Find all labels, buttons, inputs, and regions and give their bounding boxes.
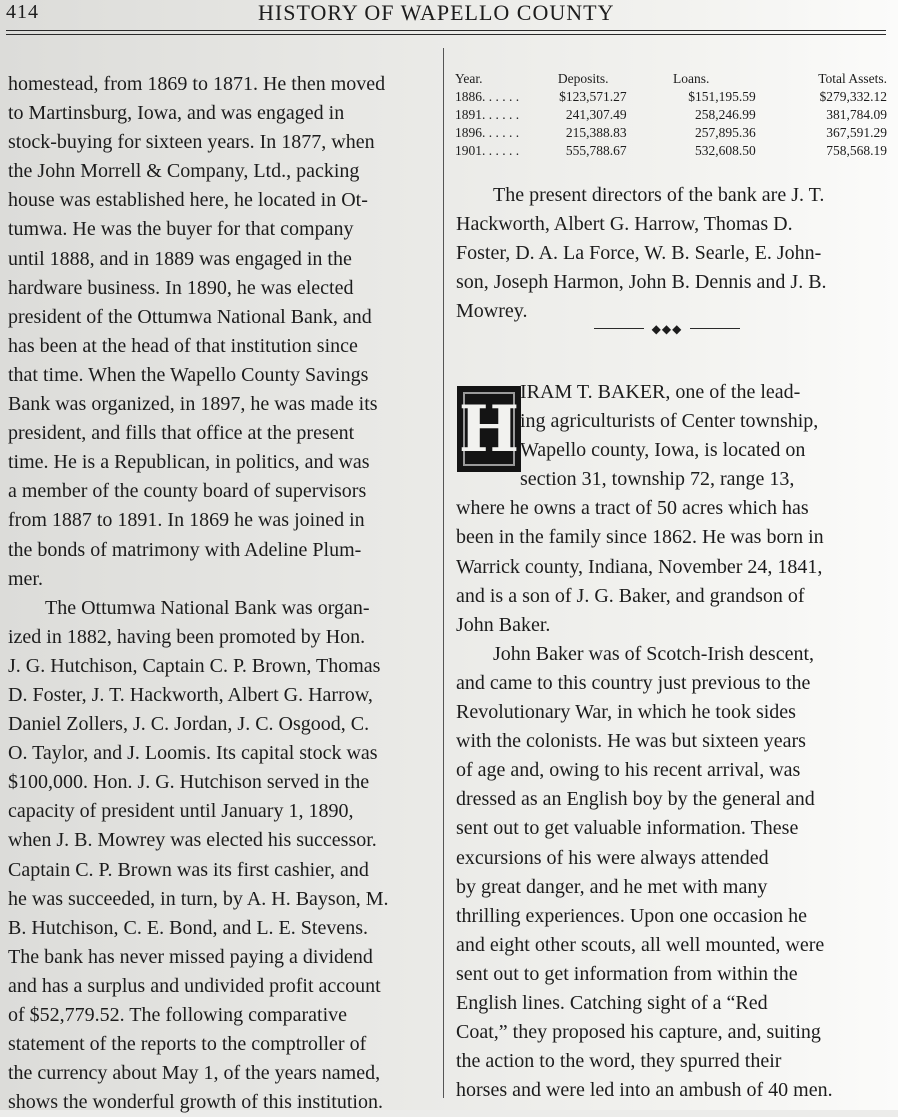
text-line: and came to this country just previous to the (456, 671, 811, 694)
text-line: and has a surplus and undivided profit account (8, 974, 381, 997)
table-row (455, 142, 887, 160)
text-line: Wapello county, Iowa, is located on (520, 439, 806, 462)
text-line: to Martinsburg, Iowa, and was engaged in (8, 102, 345, 125)
column-divider (443, 48, 444, 1098)
text-line: when J. B. Mowrey was elected his successor. (8, 829, 377, 852)
ornament-line (594, 328, 644, 329)
text-line: the action to the word, they spurred their (456, 1050, 782, 1073)
table-cell: 1886. . . . . . (455, 89, 520, 104)
text-line: thrilling experiences. Upon one occasion he (456, 904, 807, 927)
text-line: hardware business. In 1890, he was elected (8, 276, 354, 299)
header-rule (6, 34, 886, 35)
text-line: the bonds of matrimony with Adeline Plum- (8, 538, 362, 561)
table-cell: 1896. . . . . . (455, 125, 520, 140)
text-line: president, and fills that office at the present (8, 422, 355, 445)
text-line: ized in 1882, having been promoted by Hon. (8, 625, 366, 648)
text-line: son, Joseph Harmon, John B. Dennis and J. B. (456, 271, 827, 294)
text-line: stock-buying for sixteen years. In 1877, when (8, 131, 375, 154)
table-row (455, 88, 887, 106)
text-line: mer. (8, 567, 43, 590)
text-line: sent out to get information from within the (456, 962, 798, 985)
text-line: The Ottumwa National Bank was organ- (45, 596, 370, 619)
text-line: has been at the head of that institution since (8, 334, 358, 357)
text-line: section 31, township 72, range 13, (520, 468, 795, 491)
text-line: sent out to get valuable information. These (456, 817, 799, 840)
table-header: Year. (455, 71, 483, 86)
paragraph-john-baker (456, 640, 886, 1106)
text-line: capacity of president until January 1, 1890, (8, 800, 354, 823)
text-line: ing agriculturists of Center township, (520, 410, 819, 433)
text-line: Warrick county, Indiana, November 24, 1841, (456, 555, 823, 578)
text-line: from 1887 to 1891. In 1869 he was joined in (8, 509, 365, 532)
bank-growth-table (455, 70, 887, 160)
text-line: Hackworth, Albert G. Harrow, Thomas D. (456, 213, 793, 236)
table-cell: 555,788.67 (565, 143, 627, 158)
text-line: Bank was organized, in 1897, he was made its (8, 393, 378, 416)
text-line: with the colonists. He was but sixteen years (456, 730, 806, 753)
text-line: John Baker. (456, 613, 551, 636)
text-line: horses and were led into an ambush of 40 men. (456, 1079, 833, 1102)
table-row (455, 124, 887, 142)
table-cell: $279,332.12 (819, 89, 887, 104)
text-line: shows the wonderful growth of this institution. (8, 1091, 383, 1114)
text-line: O. Taylor, and J. Loomis. Its capital stock was (8, 742, 378, 765)
text-line: Captain C. P. Brown was its first cashier, and (8, 858, 369, 881)
text-line: English lines. Catching sight of a “Red (456, 991, 768, 1014)
text-line: Daniel Zollers, J. C. Jordan, J. C. Osgood, C. (8, 713, 370, 736)
text-line: by great danger, and he met with many (456, 875, 768, 898)
table-cell: 758,568.19 (826, 143, 887, 158)
text-line: excursions of his were always attended (456, 846, 769, 869)
ornament-diamonds: ◆◆◆ (651, 322, 683, 336)
text-line: dressed as an English boy by the general and (456, 788, 815, 811)
table-cell: 381,784.09 (826, 107, 887, 122)
text-line: homestead, from 1869 to 1871. He then moved (8, 73, 386, 95)
text-line: and is a son of J. G. Baker, and grandson of (456, 584, 805, 607)
table-header: Total Assets. (818, 71, 887, 86)
text-line: tumwa. He was the buyer for that company (8, 218, 354, 241)
text-line: IRAM T. BAKER, one of the lead- (520, 381, 801, 403)
running-head: HISTORY OF WAPELLO COUNTY (258, 0, 615, 25)
text-line: the John Morrell & Company, Ltd., packing (8, 160, 360, 183)
table-cell: 1901. . . . . . (455, 143, 520, 158)
table-cell: 367,591.29 (826, 125, 887, 140)
section-ornament (594, 322, 740, 336)
text-line: Coat,” they proposed his capture, and, suiting (456, 1021, 821, 1044)
text-line: a member of the county board of supervisors (8, 480, 367, 503)
text-line: J. G. Hutchison, Captain C. P. Brown, Thomas (8, 654, 381, 677)
text-line: D. Foster, J. T. Hackworth, Albert G. Harrow, (8, 683, 373, 706)
text-line: statement of the reports to the comptroller of (8, 1033, 367, 1056)
text-line: Mowrey. (456, 300, 528, 323)
paragraph-bank-history (8, 594, 433, 1117)
table-row (455, 106, 887, 124)
text-line: and eight other scouts, all well mounted, were (456, 933, 825, 956)
directors-paragraph (456, 181, 884, 326)
page-number: 414 (6, 1, 39, 23)
text-line: B. Hutchison, C. E. Bond, and L. E. Stevens. (8, 916, 368, 939)
text-line: Foster, D. A. La Force, W. B. Searle, E. John- (456, 242, 822, 265)
biography-section (456, 378, 886, 1105)
text-line: been in the family since 1862. He was born in (456, 526, 824, 549)
table-cell: 257,895.36 (695, 125, 756, 140)
table-header-row (455, 70, 887, 88)
drop-cap-letter: H (458, 391, 520, 467)
text-line: Revolutionary War, in which he took sides (456, 701, 796, 724)
page-header (0, 0, 898, 40)
left-column (8, 70, 433, 1117)
text-line: John Baker was of Scotch-Irish descent, (493, 642, 815, 665)
text-line: time. He is a Republican, in politics, and was (8, 451, 370, 474)
table-cell: 258,246.99 (695, 107, 756, 122)
biography-opening (456, 378, 886, 494)
text-line: house was established here, he located in Ot- (8, 189, 368, 212)
paragraph-morrell (8, 70, 433, 594)
text-line: until 1888, and in 1889 was engaged in the (8, 247, 352, 270)
text-line: The present directors of the bank are J. T. (493, 184, 825, 206)
directors-text (456, 181, 884, 326)
table-cell: 215,388.83 (565, 125, 627, 140)
text-line: where he owns a tract of 50 acres which has (456, 497, 809, 520)
table-cell: 532,608.50 (695, 143, 756, 158)
text-line: of age and, owing to his recent arrival, was (456, 759, 801, 782)
text-line: the currency about May 1, of the years named, (8, 1062, 381, 1085)
table-cell: 1891. . . . . . (455, 107, 520, 122)
table-header: Loans. (672, 71, 710, 86)
table-cell: 241,307.49 (565, 107, 627, 122)
text-line: of $52,779.52. The following comparative (8, 1004, 348, 1026)
biography-birth (456, 494, 886, 639)
text-line: The bank has never missed paying a dividend (8, 945, 373, 968)
ornament-line (690, 328, 740, 329)
text-line: president of the Ottumwa National Bank, and (8, 305, 372, 328)
table-cell: $151,195.59 (688, 89, 756, 104)
table-header: Deposits. (557, 71, 609, 86)
table-cell: $123,571.27 (559, 89, 627, 104)
text-line: $100,000. Hon. J. G. Hutchison served in the (8, 771, 370, 794)
text-line: that time. When the Wapello County Savings (8, 363, 369, 386)
text-line: he was succeeded, in turn, by A. H. Bayson, M. (8, 887, 389, 910)
header-rule (6, 30, 886, 31)
